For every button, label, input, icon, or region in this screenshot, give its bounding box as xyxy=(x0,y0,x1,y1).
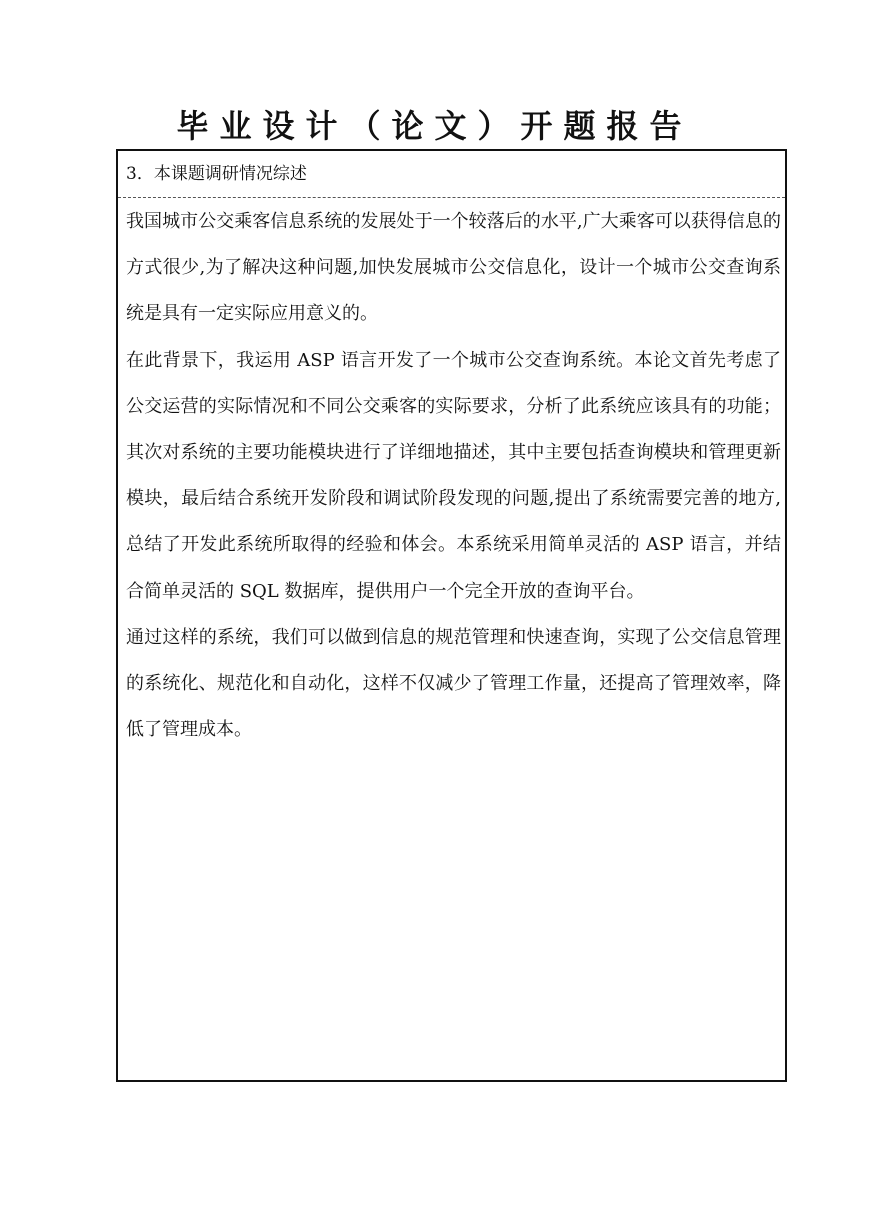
body-paragraph: 通过这样的系统，我们可以做到信息的规范管理和快速查询，实现了公交信息管理的系统化、规范化和自动化，这样不仅减少了管理工作量，还提高了管理效率，降低了管理成本。 xyxy=(126,626,781,741)
body-paragraph: 在此背景下，我运用 ASP 语言开发了一个城市公交查询系统。本论文首先考虑了公交运营的实际情况和不同公交乘客的实际要求，分析了此系统应该具有的功能；其次对系统的主要功能模块进行了详细地描述，其中主要包括查询模块和管理更新模块，最后结合系统开发阶段和调试阶段发现的问题,提出了系统需要完善的地方,总结了开发此系统所取得的经验和体会。本系统采用简单灵活的 ASP 语言，并结合简单灵活的 SQL 数据库，提供用户一个完全开放的查询平台。 xyxy=(126,349,781,602)
page-title: 毕业设计（论文）开题报告 xyxy=(176,107,693,145)
report-table xyxy=(116,149,787,1082)
body-paragraph: 我国城市公交乘客信息系统的发展处于一个较落后的水平,广大乘客可以获得信息的方式很少,为了解决这种问题,加快发展城市公交信息化，设计一个城市公交查询系统是具有一定实际应用意义的。 xyxy=(126,211,781,325)
section-heading: 3．本课题调研情况综述 xyxy=(118,151,785,198)
section-body xyxy=(126,199,781,753)
